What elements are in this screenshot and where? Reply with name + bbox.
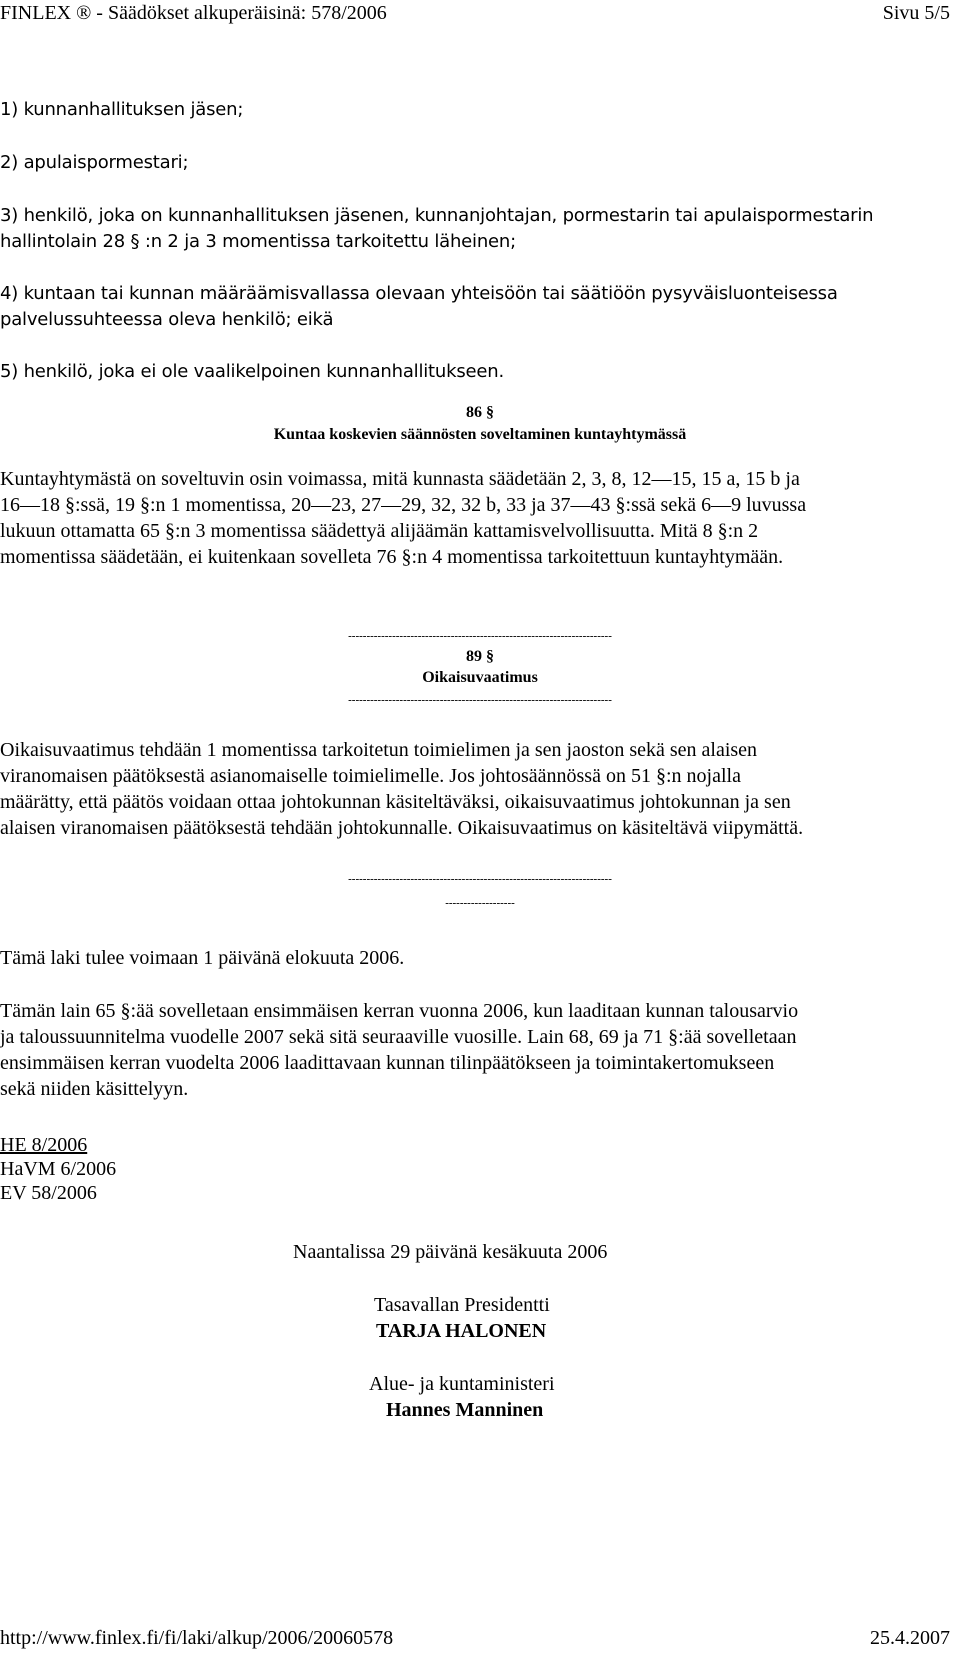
footer-date: 25.4.2007 <box>870 1627 950 1649</box>
reference-he-link[interactable]: HE 8/2006 <box>0 1134 88 1156</box>
minister-title: Alue- ja kuntaministeri <box>369 1373 555 1395</box>
transitional-line-2: ja taloussuunnitelma vuodelle 2007 sekä sitä seuraaville vuosille. Lain 68, 69 ja 71 §:ää sovelletaan <box>0 1026 797 1048</box>
transitional-paragraph <box>0 998 950 1102</box>
reference-ev: EV 58/2006 <box>0 1182 97 1204</box>
section-86-paragraph <box>0 466 950 570</box>
divider-top-89: ------------------------------------------------------------------------ <box>348 630 612 642</box>
section-89-line-1: Oikaisuvaatimus tehdään 1 momentissa tarkoitetun toimielimen ja sen jaoston sekä sen alaisen <box>0 739 758 761</box>
references <box>0 1133 116 1205</box>
list-item-1: 1) kunnanhallituksen jäsen; <box>0 99 244 120</box>
divider-end-short: ------------------- <box>445 897 515 909</box>
signature-place-date: Naantalissa 29 päivänä kesäkuuta 2006 <box>293 1241 608 1263</box>
footer-url[interactable]: http://www.finlex.fi/fi/laki/alkup/2006/20060578 <box>0 1627 394 1649</box>
list-item-4-line-1: 4) kuntaan tai kunnan määräämisvallassa olevaan yhteisöön tai säätiöön pysyväisluonteisessa <box>0 283 838 304</box>
list-item-4-line-2: palvelussuhteessa oleva henkilö; eikä <box>0 309 334 330</box>
president-title: Tasavallan Presidentti <box>374 1294 550 1316</box>
list-item-5: 5) henkilö, joka ei ole vaalikelpoinen kunnanhallitukseen. <box>0 361 504 382</box>
header-title: FINLEX ® - Säädökset alkuperäisinä: 578/2006 <box>0 2 387 24</box>
section-89-line-3: määrätty, että päätös voidaan ottaa johtokunnan käsiteltäväksi, oikaisuvaatimus johtokunnan ja sen <box>0 791 791 813</box>
president-name: TARJA HALONEN <box>376 1320 547 1342</box>
entry-into-force: Tämä laki tulee voimaan 1 päivänä elokuuta 2006. <box>0 947 405 969</box>
section-89-line-2: viranomaisen päätöksestä asianomaiselle toimielimelle. Jos johtosäännössä on 51 §:n nojalla <box>0 765 741 787</box>
transitional-line-1: Tämän lain 65 §:ää sovelletaan ensimmäisen kerran vuonna 2006, kun laaditaan kunnan talousarvio <box>0 1000 799 1022</box>
reference-havm: HaVM 6/2006 <box>0 1158 117 1180</box>
list-item-2: 2) apulaispormestari; <box>0 152 189 173</box>
divider-bottom-89: ------------------------------------------------------------------------ <box>348 694 612 706</box>
page-indicator: Sivu 5/5 <box>882 2 950 24</box>
section-86-number: 86 § <box>466 404 494 421</box>
section-86-line-3: lukuun ottamatta 65 §:n 3 momentissa säädettyä alijäämän kattamisvelvollisuutta. Mitä 8 §:n 2 <box>0 520 759 542</box>
section-86-title: Kuntaa koskevien säännösten soveltaminen kuntayhtymässä <box>273 426 687 443</box>
list-item-3-line-2: hallintolain 28 § :n 2 ja 3 momentissa tarkoitettu läheinen; <box>0 231 516 252</box>
list-item-3-line-1: 3) henkilö, joka on kunnanhallituksen jäsenen, kunnanjohtajan, pormestarin tai apulaispormestarin <box>0 205 874 226</box>
section-89-paragraph <box>0 737 950 841</box>
transitional-line-4: sekä niiden käsittelyyn. <box>0 1078 189 1100</box>
divider-end-long: ------------------------------------------------------------------------ <box>348 873 612 885</box>
section-86-line-1: Kuntayhtymästä on soveltuvin osin voimassa, mitä kunnasta säädetään 2, 3, 8, 12—15, 15 a, 15 b ja <box>0 468 800 490</box>
section-89-number: 89 § <box>466 648 494 665</box>
list-item-3 <box>0 203 950 255</box>
section-89-title: Oikaisuvaatimus <box>422 669 538 686</box>
section-86-line-4: momentissa säädetään, ei kuitenkaan sovelleta 76 §:n 4 momentissa tarkoitettuun kuntayhtymään. <box>0 546 784 568</box>
section-86-line-2: 16—18 §:ssä, 19 §:n 1 momentissa, 20—23, 27—29, 32, 32 b, 33 ja 37—43 §:ssä sekä 6—9 luvussa <box>0 494 807 516</box>
section-89-line-4: alaisen viranomaisen päätöksestä tehdään johtokunnalle. Oikaisuvaatimus on käsiteltävä viipymättä. <box>0 817 804 839</box>
transitional-line-3: ensimmäisen kerran vuodelta 2006 laadittavaan kunnan tilinpäätökseen ja toimintakertomukseen <box>0 1052 775 1074</box>
minister-name: Hannes Manninen <box>386 1399 544 1421</box>
list-item-4 <box>0 281 950 333</box>
